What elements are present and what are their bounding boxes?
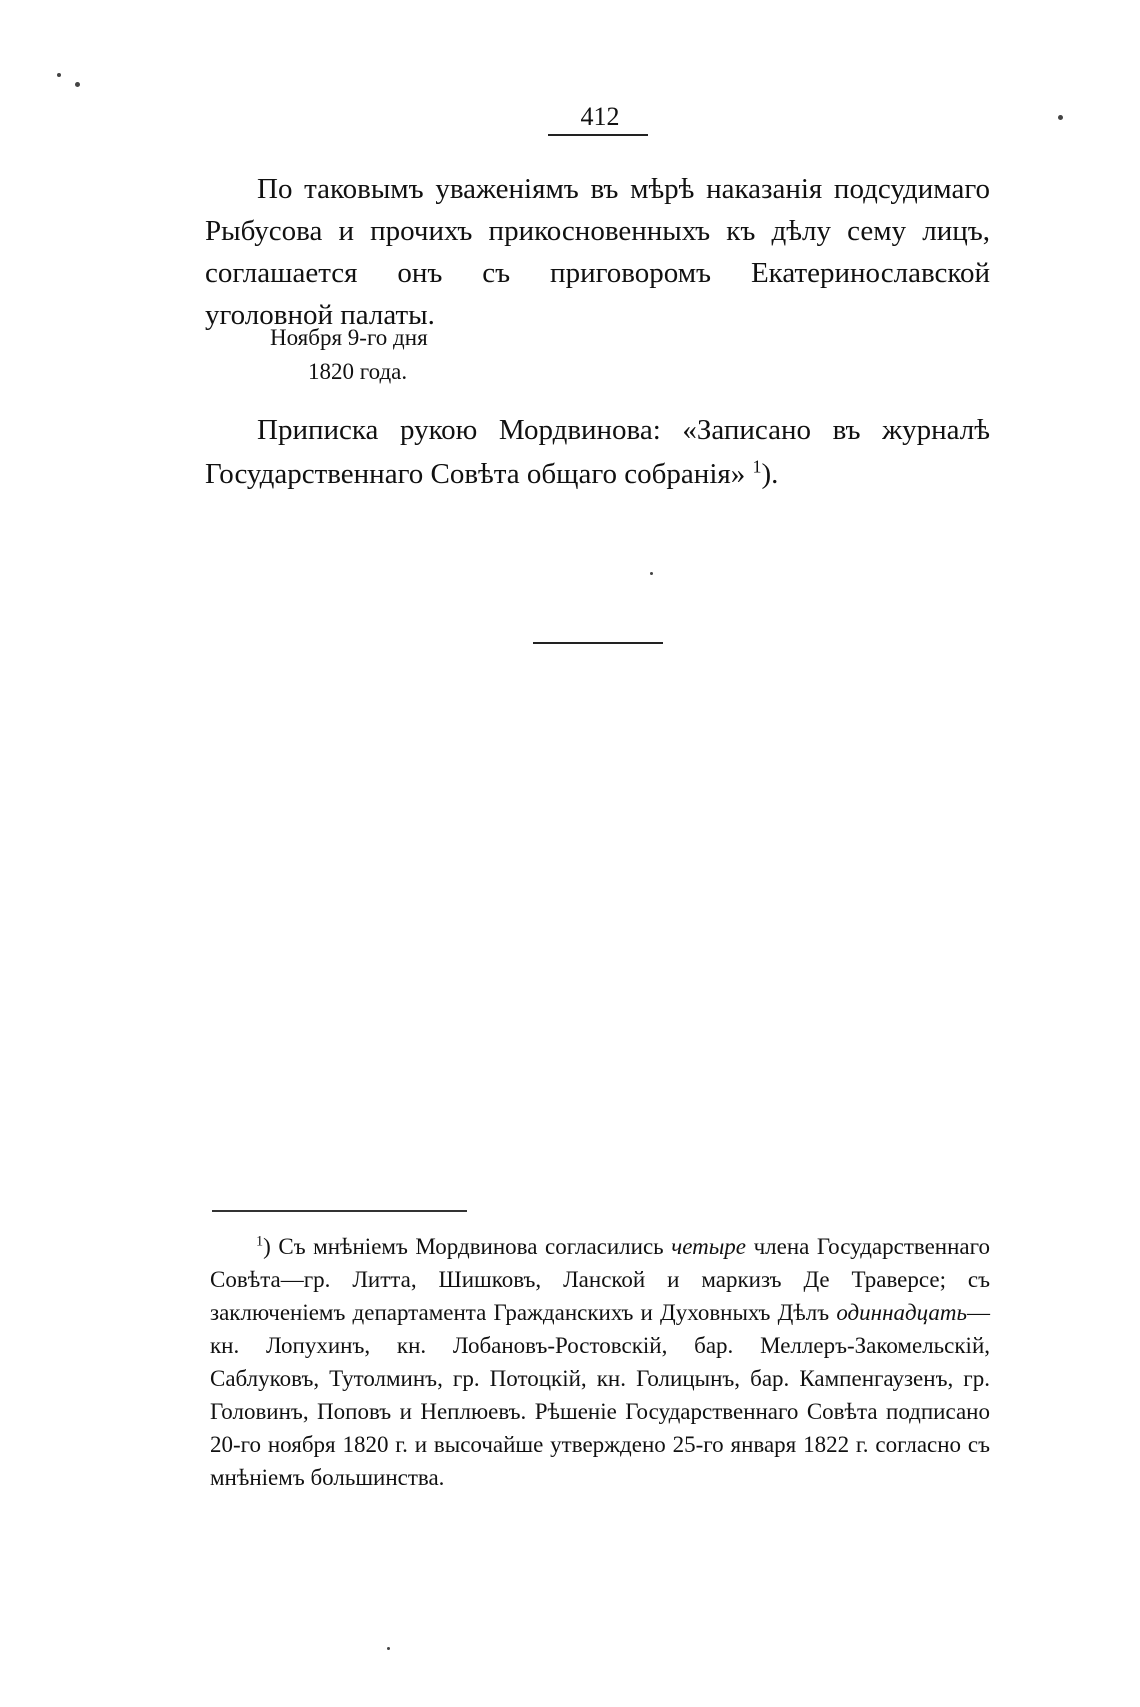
date-day: Ноября 9-го дня — [270, 325, 428, 350]
footnote-text-part-3: —кн. Лопухинъ, кн. Лобановъ-Ростовскій, бар. Меллеръ-Закомельскій, Саблуковъ, Тутолминъ, гр. Потоцкій, кн. Голицынъ, бар. Кампенгаузенъ, гр. Головинъ, Поповъ и Неплюевъ. Рѣшеніе Государственнаго Совѣта подписано 20-го ноября 1820 г. и высочайше утверждено 25-го января 1822 г. согласно съ мнѣніемъ большинства. — [210, 1300, 990, 1490]
scan-speck — [1058, 115, 1063, 120]
footnote-emphasis-four: четыре — [671, 1234, 746, 1259]
annotation-paragraph — [205, 408, 990, 496]
page-number: 412 — [580, 102, 620, 131]
scan-speck — [75, 82, 80, 87]
main-paragraph: По таковымъ уваженіямъ въ мѣрѣ наказанія подсудимаго Рыбусова и прочихъ прикосновенныхъ къ дѣлу сему лицъ, соглашается онъ съ приговоромъ Екатеринославской уголовной палаты. — [205, 173, 990, 331]
page-number-underline — [548, 134, 648, 136]
footnote-reference: 1 — [752, 456, 762, 477]
footnote-text-part-1: ) Съ мнѣніемъ Мордвинова согласились — [263, 1234, 672, 1259]
annotation-closing: ). — [761, 458, 779, 490]
footnote-marker: 1 — [256, 1233, 264, 1250]
scan-speck — [650, 572, 653, 575]
footnote-emphasis-eleven: одиннадцать — [836, 1300, 967, 1325]
footnote — [210, 1230, 990, 1494]
annotation-text: Приписка рукою Мордвинова: «Записано въ журналѣ Государственнаго Совѣта общаго собранія» — [205, 414, 990, 490]
scan-speck — [387, 1647, 390, 1650]
footnote-text-part-2: члена Государственнаго Совѣта—гр. Литта, Шишковъ, Ланской и маркизъ Де Траверсе; съ заключеніемъ департамента Гражданскихъ и Духовныхъ Дѣлъ — [210, 1234, 990, 1325]
date-year: 1820 года. — [308, 359, 408, 384]
scan-speck — [57, 73, 61, 77]
footnote-separator — [212, 1210, 467, 1212]
section-end-rule — [533, 642, 663, 644]
